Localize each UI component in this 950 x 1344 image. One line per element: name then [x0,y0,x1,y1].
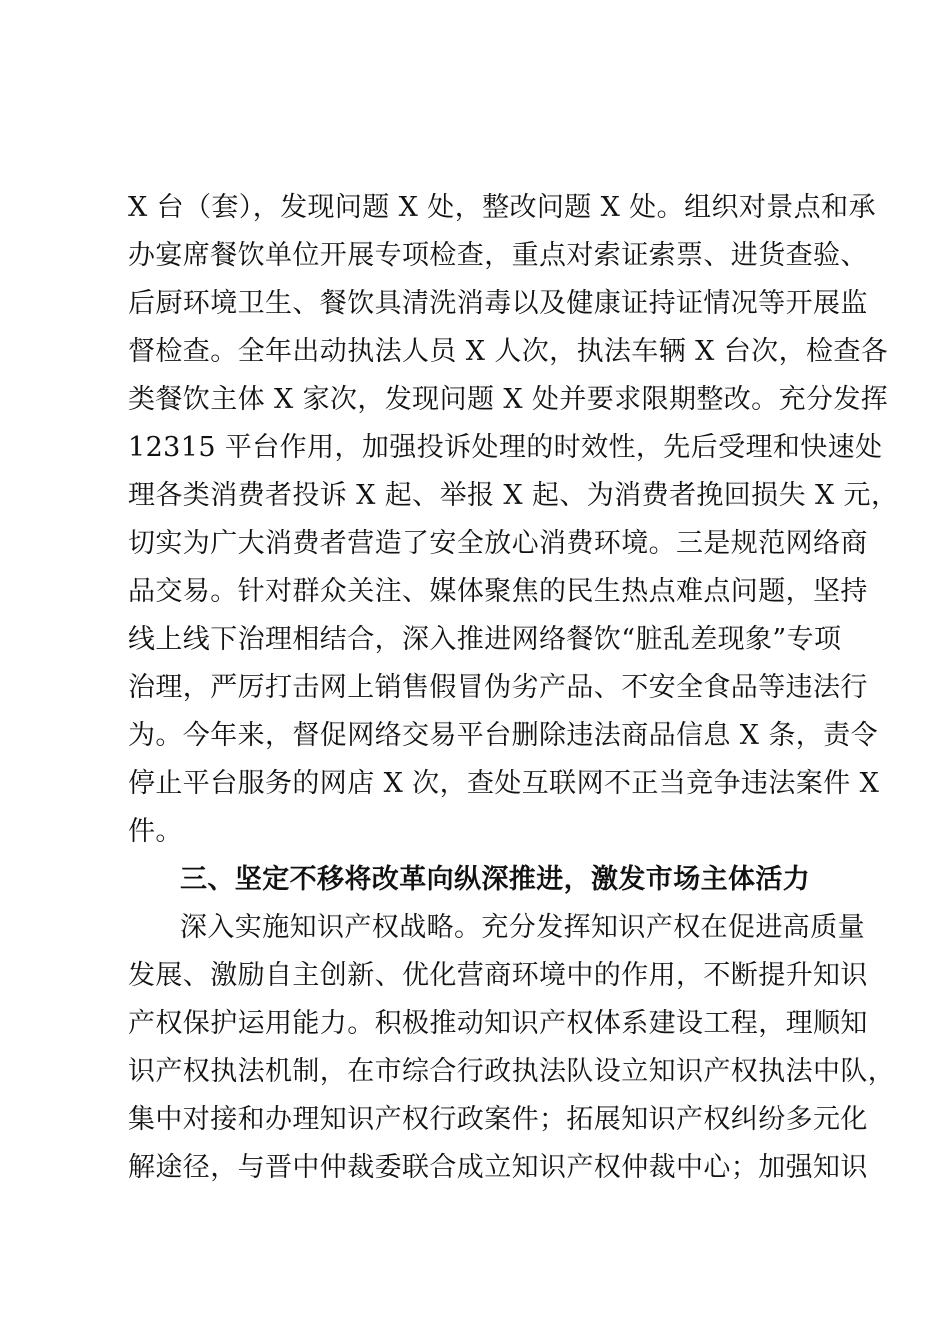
text-line: X 台（套），发现问题 X 处，整改问题 X 处。组织对景点和承 [128,192,876,223]
text-line: 治理，严厉打击网上销售假冒伪劣产品、不安全食品等违法行 [128,672,868,703]
section-heading: 三、坚定不移将改革向纵深推进，激发市场主体活力 [180,864,811,895]
text-line: 发展、激励自主创新、优化营商环境中的作用，不断提升知识 [128,960,868,991]
text-line: 深入实施知识产权战略。充分发挥知识产权在促进高质量 [180,912,865,943]
text-line: 后厨环境卫生、餐饮具清洗消毒以及健康证持证情况等开展监 [128,288,868,319]
text-line: 线上线下治理相结合，深入推进网络餐饮“脏乱差现象”专项 [128,624,842,655]
text-line: 识产权执法机制，在市综合行政执法队设立知识产权执法中队， [128,1056,896,1087]
text-line: 停止平台服务的网店 X 次，查处互联网不正当竞争违法案件 X [128,768,880,799]
text-line: 督检查。全年出动执法人员 X 人次，执法车辆 X 台次，检查各 [128,336,889,367]
text-line: 集中对接和办理知识产权行政案件；拓展知识产权纠纷多元化 [128,1104,868,1135]
text-line: 件。 [128,816,183,847]
text-line: 12315 平台作用，加强投诉处理的时效性，先后受理和快速处 [128,432,883,463]
text-line: 品交易。针对群众关注、媒体聚焦的民生热点难点问题，坚持 [128,576,868,607]
text-line: 切实为广大消费者营造了安全放心消费环境。三是规范网络商 [128,528,868,559]
text-line: 类餐饮主体 X 家次，发现问题 X 处并要求限期整改。充分发挥 [128,384,889,415]
text-line: 产权保护运用能力。积极推动知识产权体系建设工程，理顺知 [128,1008,868,1039]
text-line: 解途径，与晋中仲裁委联合成立知识产权仲裁中心；加强知识 [128,1152,868,1183]
text-line: 为。今年来，督促网络交易平台删除违法商品信息 X 条，责令 [128,720,878,751]
text-line: 办宴席餐饮单位开展专项检查，重点对索证索票、进货查验、 [128,240,868,271]
text-line: 理各类消费者投诉 X 起、举报 X 起、为消费者挽回损失 X 元， [128,480,899,511]
